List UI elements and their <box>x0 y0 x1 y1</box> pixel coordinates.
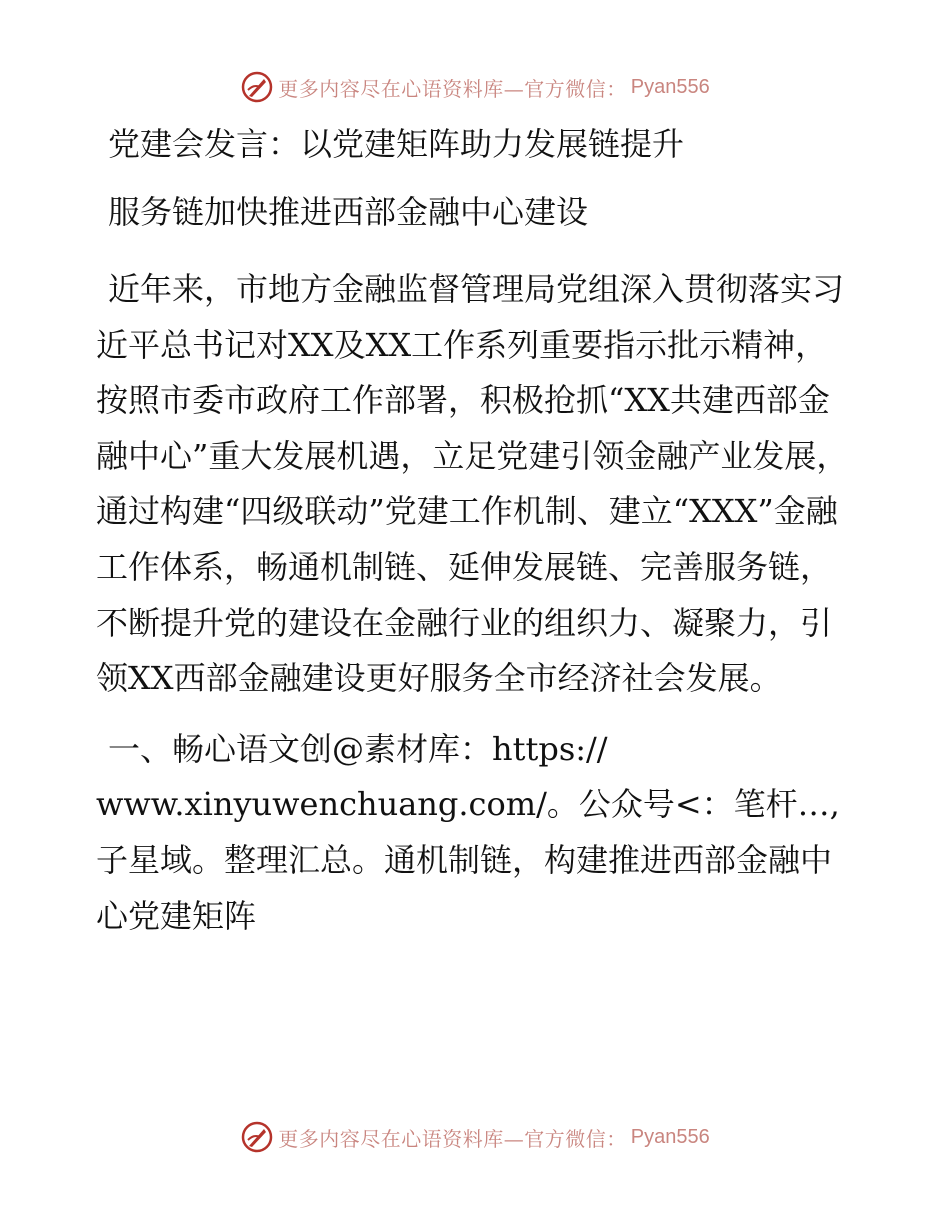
watermark-text: 更多内容尽在心语资料库—官方微信： <box>278 76 627 101</box>
paragraph-intro: 近年来，市地方金融监督管理局党组深入贯彻落实习近平总书记对XX及XX工作系列重要指示批示精神，按照市委市政府工作部署，积极抢抓“XX共建西部金融中心”重大发展机遇，立足党建引领金融产业发展，通过构建“四级联动”党建工作机制、建立“XXX”金融工作体系，畅通机制链、延伸发展链、完善服务链，不断提升党的建设在金融行业的组织力、凝聚力，引领XX西部金融建设更好服务全市经济社会发展。 <box>96 270 849 698</box>
paragraph-section-one <box>96 722 856 944</box>
watermark-header <box>0 70 950 104</box>
watermark-footer <box>0 1120 950 1154</box>
section-one-text: www.xinyuwenchuang.com/。公众号<：笔杆…,子星域。整理汇总。通机制链，构建推进西部金融中心党建矩阵 <box>96 785 840 935</box>
document-title-line-1: 党建会发言：以党建矩阵助力发展链提升 <box>108 125 685 163</box>
section-one-heading: 一、畅心语文创@素材库：https:// <box>108 729 608 768</box>
watermark-handle: Pyan556 <box>630 75 710 98</box>
quill-logo-icon <box>240 70 274 104</box>
watermark-text: 更多内容尽在心语资料库—官方微信： <box>278 1126 627 1151</box>
document-body <box>96 124 856 944</box>
document-title-line-2: 服务链加快推进西部金融中心建设 <box>108 193 589 231</box>
watermark-handle: Pyan556 <box>630 1125 710 1148</box>
quill-logo-icon <box>240 1120 274 1154</box>
